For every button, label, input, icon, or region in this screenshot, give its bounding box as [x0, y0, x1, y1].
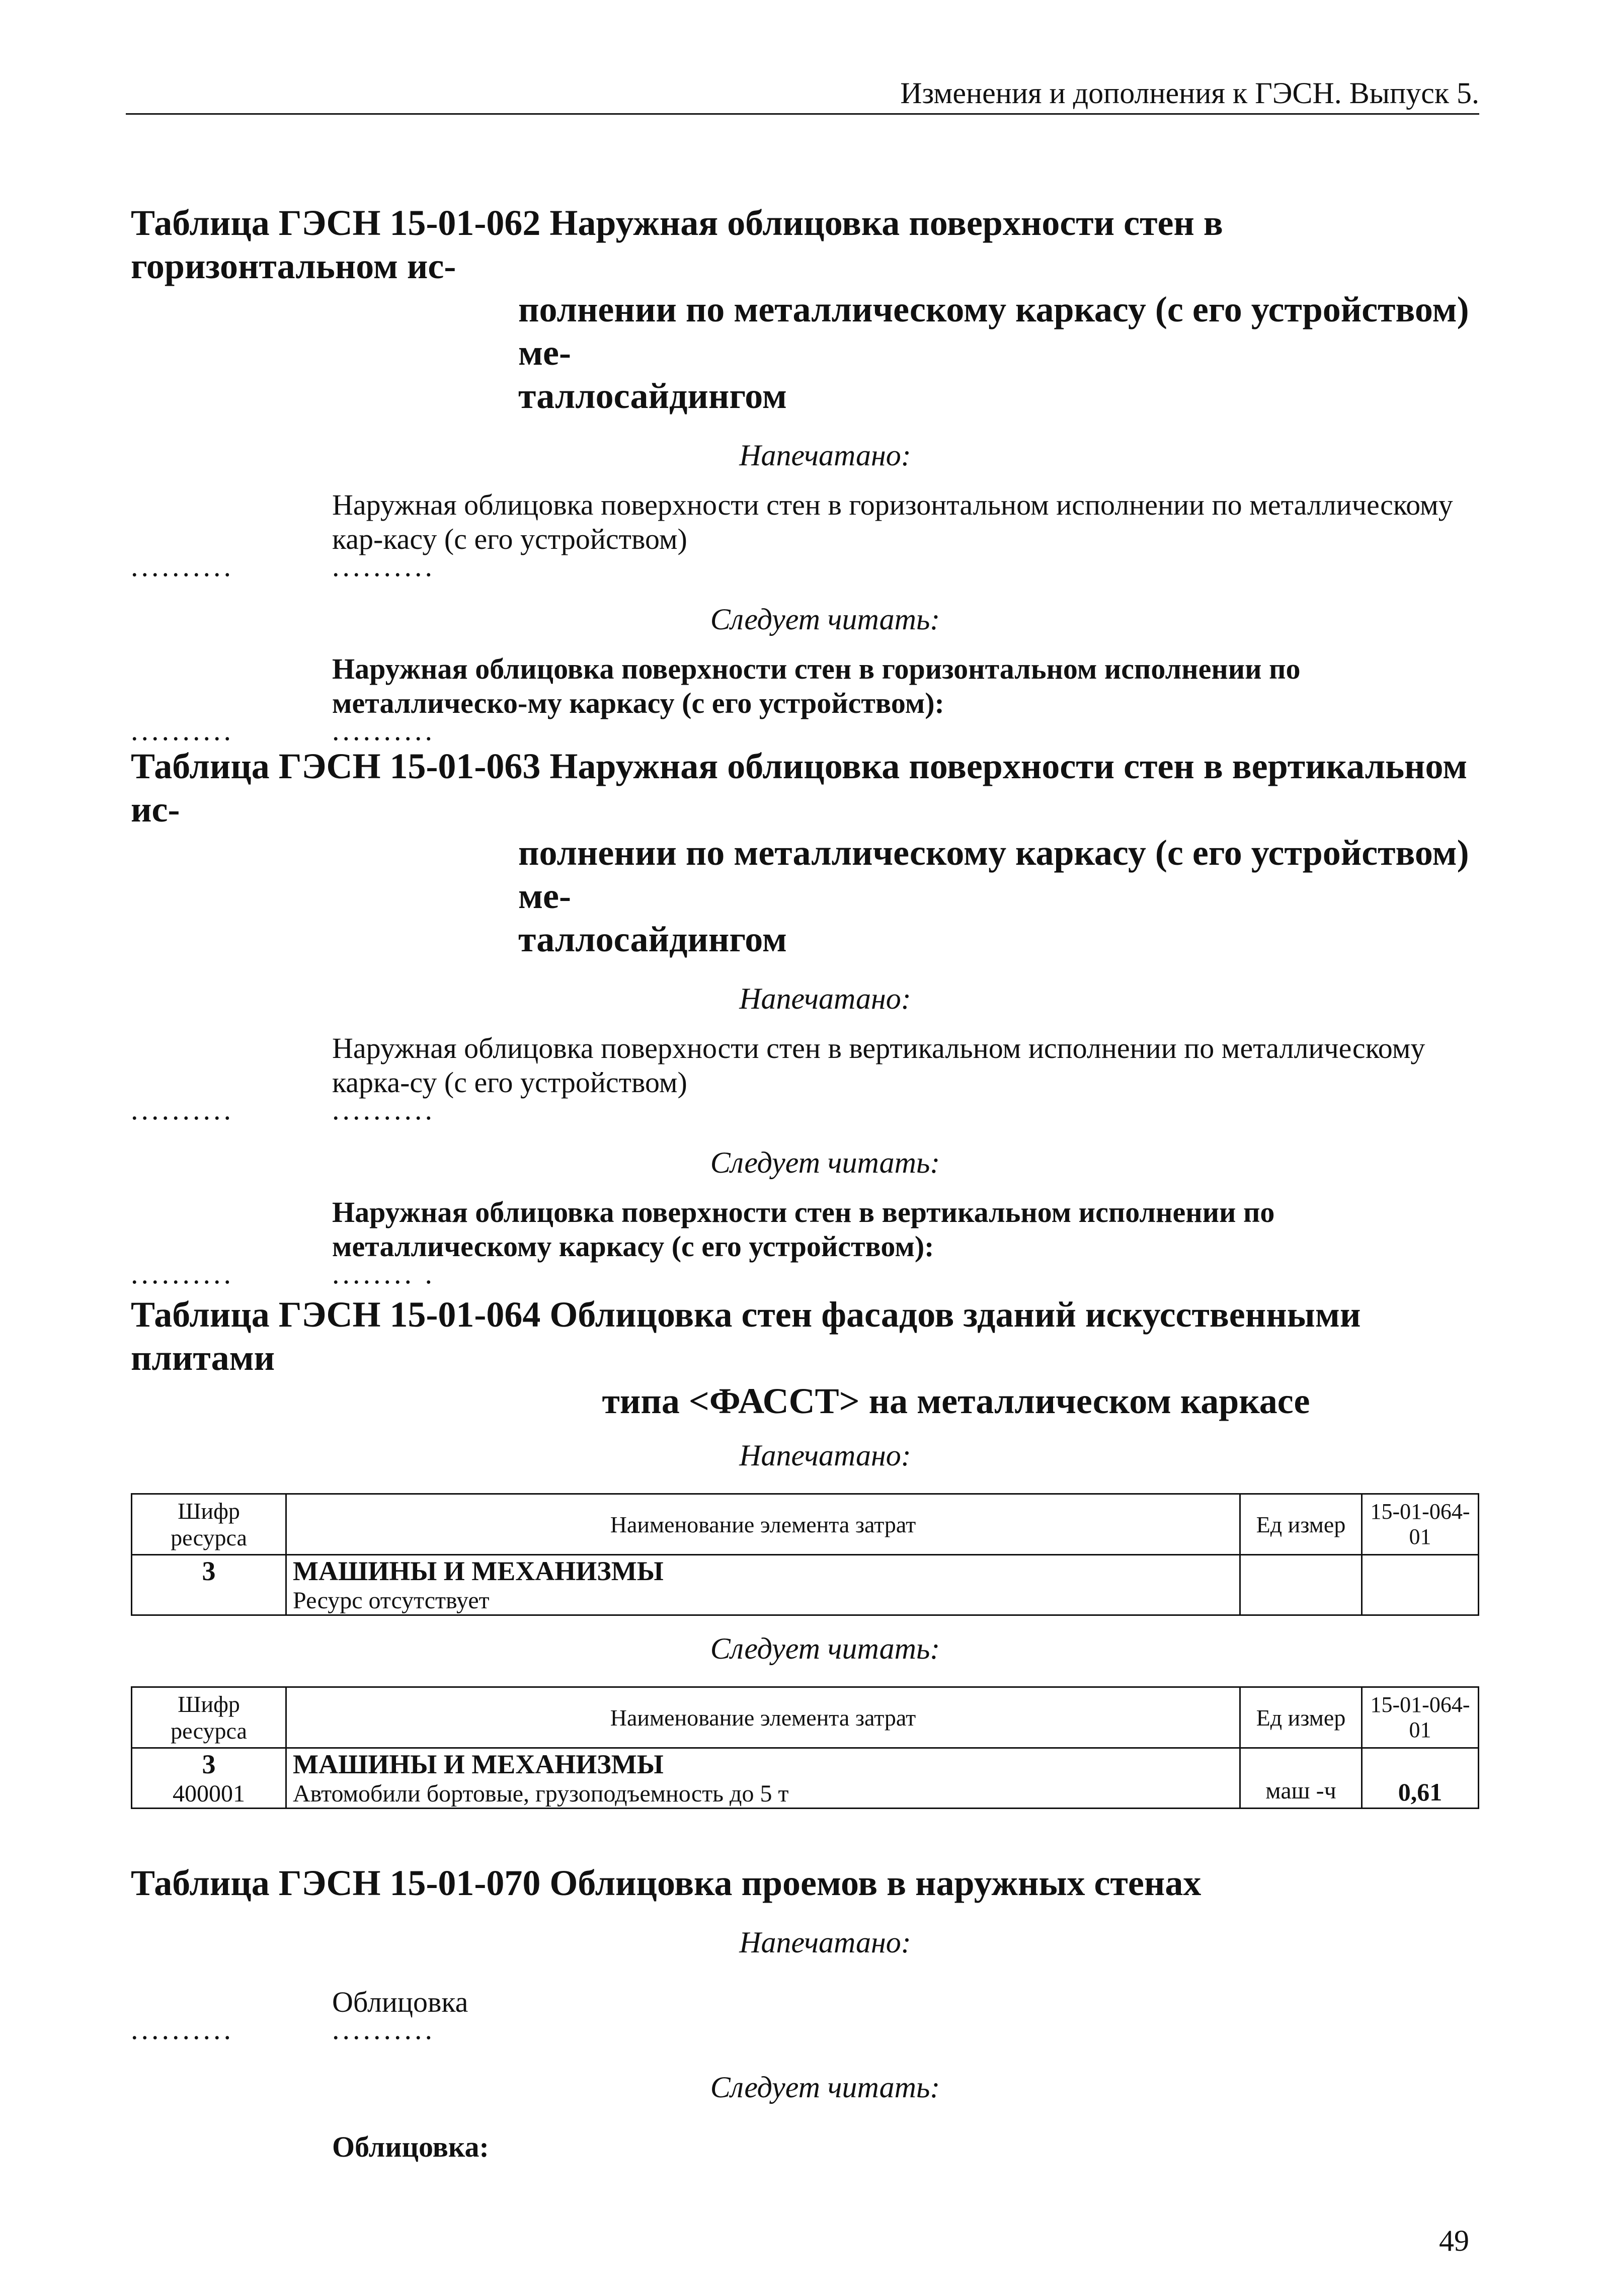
table-header-row: [132, 1687, 1479, 1748]
table-header-row: [132, 1494, 1479, 1555]
col-code-header: Шифр ресурса: [132, 1687, 286, 1748]
cell-code: [132, 1748, 286, 1809]
printed-label: Напечатано:: [739, 439, 911, 472]
table-code: Таблица ГЭСН 15-01-062: [131, 203, 541, 243]
corrected-text: Наружная облицовка поверхности стен в горизонтальном исполнении по металлическо-му каркасу (с его устройством):: [332, 652, 1301, 719]
title-line-1: Облицовка проемов в наружных стенах: [549, 1863, 1202, 1903]
ellipsis-row: [131, 2013, 1479, 2055]
col-code-header: Шифр ресурса: [132, 1494, 286, 1555]
printed-label: Напечатано:: [739, 1926, 911, 1959]
section-title: [131, 745, 1479, 961]
col-unit-header: Ед измер: [1240, 1494, 1362, 1555]
dots-right: ..........: [332, 2013, 435, 2045]
category-name: МАШИНЫ И МЕХАНИЗМЫ: [293, 1556, 664, 1586]
page-number: 49: [1439, 2224, 1469, 2257]
dots-left: ..........: [131, 1093, 234, 1126]
ellipsis-row: [131, 550, 1479, 592]
cell-unit: маш -ч: [1240, 1748, 1362, 1809]
table-code: Таблица ГЭСН 15-01-063: [131, 746, 541, 786]
ellipsis-row: [131, 1093, 1479, 1135]
title-line-1: Облицовка стен фасадов зданий искусственными плитами: [131, 1294, 1361, 1378]
should-read-label: Следует читать:: [710, 2071, 940, 2104]
running-head: Изменения и дополнения к ГЭСН. Выпуск 5.: [900, 76, 1479, 110]
header-rule: [126, 113, 1479, 115]
category-code: 3: [202, 1749, 216, 1779]
resource-code: 400001: [173, 1780, 245, 1807]
title-line-3: таллосайдингом: [518, 376, 787, 416]
section-15-01-064: [131, 1293, 1479, 1809]
dots-right: ........ .: [332, 1257, 435, 1290]
section-15-01-070: [131, 1861, 1479, 2164]
table-row: [132, 1748, 1479, 1809]
printed-text: Наружная облицовка поверхности стен в вертикальном исполнении по металлическому карка-су (с его устройством): [332, 1032, 1425, 1099]
title-line-2: типа <ФАССТ> на металлическом каркасе: [602, 1381, 1310, 1421]
cell-code: 3: [132, 1555, 286, 1615]
table-code: Таблица ГЭСН 15-01-070: [131, 1863, 541, 1903]
dots-right: ..........: [332, 550, 435, 583]
printed-resource-table: [131, 1493, 1479, 1616]
printed-text: Наружная облицовка поверхности стен в горизонтальном исполнении по металлическому кар-касу (с его устройством): [332, 488, 1453, 555]
cell-norm: [1362, 1555, 1479, 1615]
printed-label: Напечатано:: [739, 1439, 911, 1472]
dots-left: ..........: [131, 2013, 234, 2045]
should-read-label: Следует читать:: [710, 1146, 940, 1179]
title-line-1: Наружная облицовка поверхности стен в вертикальном ис-: [131, 746, 1468, 830]
printed-label: Напечатано:: [739, 982, 911, 1015]
title-line-2: полнении по металлическому каркасу (с его устройством) ме-: [518, 289, 1469, 373]
cell-norm-value: 0,61: [1362, 1748, 1479, 1809]
cell-name: [286, 1555, 1240, 1615]
section-title: [131, 201, 1479, 418]
cell-unit: [1240, 1555, 1362, 1615]
resource-name: Автомобили бортовые, грузоподъемность до 5 т: [293, 1780, 789, 1807]
table-row: [132, 1555, 1479, 1615]
cell-name: [286, 1748, 1240, 1809]
col-norm-header: 15-01-064-01: [1362, 1687, 1479, 1748]
section-15-01-063: [131, 745, 1479, 1299]
category-name: МАШИНЫ И МЕХАНИЗМЫ: [293, 1749, 664, 1779]
dots-left: ..........: [131, 1257, 234, 1290]
col-name-header: Наименование элемента затрат: [286, 1687, 1240, 1748]
dots-left: ..........: [131, 550, 234, 583]
col-norm-header: 15-01-064-01: [1362, 1494, 1479, 1555]
col-name-header: Наименование элемента затрат: [286, 1494, 1240, 1555]
title-line-2: полнении по металлическому каркасу (с его устройством) ме-: [518, 833, 1469, 916]
category-note: Ресурс отсутствует: [293, 1587, 490, 1614]
section-15-01-062: [131, 201, 1479, 756]
title-line-3: таллосайдингом: [518, 919, 787, 959]
dots-left: ..........: [131, 714, 234, 747]
should-read-label: Следует читать:: [710, 1632, 940, 1665]
section-title: [131, 1861, 1479, 1905]
corrected-text: Наружная облицовка поверхности стен в вертикальном исполнении по металлическому каркасу (с его устройством):: [332, 1196, 1275, 1263]
table-code: Таблица ГЭСН 15-01-064: [131, 1294, 541, 1335]
title-line-1: Наружная облицовка поверхности стен в горизонтальном ис-: [131, 203, 1223, 286]
dots-right: ..........: [332, 1093, 435, 1126]
corrected-resource-table: [131, 1686, 1479, 1809]
corrected-text: Облицовка:: [332, 2130, 489, 2163]
col-unit-header: Ед измер: [1240, 1687, 1362, 1748]
dots-right: ..........: [332, 714, 435, 747]
section-title: [131, 1293, 1479, 1423]
printed-text: Облицовка: [332, 1986, 468, 2018]
should-read-label: Следует читать:: [710, 603, 940, 636]
